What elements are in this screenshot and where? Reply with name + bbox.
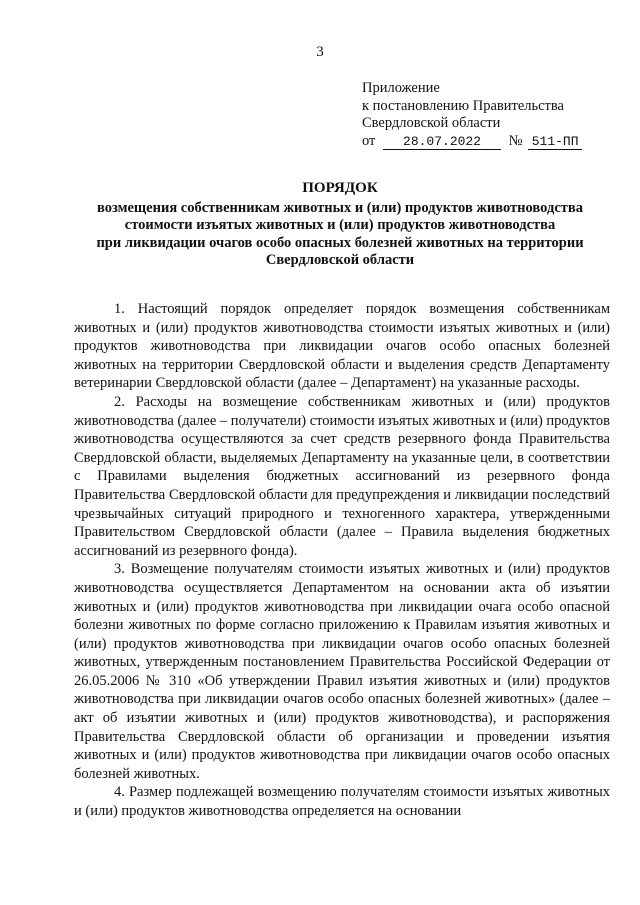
- paragraph-2: 2. Расходы на возмещение собственникам животных и (или) продуктов животноводства (далее – получатели) стоимости изъятых животных и (или) продуктов животноводства осуществляются за счет средств резервного фонда Правительства Свердловской области, выделяемых Департаменту на указанные цели, в соответствии с Правилами выделения бюджетных ассигнований из резервного фонда Правительства Свердловской области для предупреждения и ликвидации последствий чрезвычайных ситуаций природного и техногенного характера, утвержденными Правительством Свердловской области (далее – Правила выделения бюджетных ассигнований из резервного фонда).: [74, 393, 610, 559]
- resolution-date: 28.07.2022: [383, 135, 501, 150]
- title-line-4: Свердловской области: [265, 252, 415, 268]
- date-prefix: от: [362, 132, 376, 149]
- document-body: [74, 300, 610, 821]
- title-line-2: стоимости изъятых животных и (или) продуктов животноводства: [124, 217, 556, 233]
- appendix-label: Приложение: [362, 80, 440, 96]
- appendix-date-line: [362, 133, 612, 151]
- page-number: 3: [316, 44, 324, 60]
- document-title-block: [60, 180, 620, 270]
- document-title: ПОРЯДОК: [302, 180, 378, 196]
- number-prefix: №: [508, 132, 523, 149]
- appendix-block: [362, 80, 612, 150]
- appendix-region-line: Свердловской области: [362, 115, 501, 131]
- title-line-3: при ликвидации очагов особо опасных болезней животных на территории: [96, 234, 584, 251]
- appendix-resolution-line: к постановлению Правительства: [362, 97, 564, 114]
- resolution-number: 511-ПП: [528, 135, 582, 150]
- paragraph-3: 3. Возмещение получателям стоимости изъятых животных и (или) продуктов животноводства осуществляется Департаментом на основании акта об изъятии животных и (или) продуктов животноводства при ликвидации очага особо опасной болезни животных по форме согласно приложению к Правилам изъятия животных и (или) продуктов животноводства при ликвидации очагов особо опасных болезней животных, утвержденным постановлением Правительства Российской Федерации от 26.05.2006 № 310 «Об утверждении Правил изъятия животных и (или) продуктов животноводства при ликвидации очагов особо опасных болезней животных» (далее – акт об изъятии животных и (или) продуктов животноводства), и распоряжения Правительства Свердловской области об организации и проведении изъятия животных и (или) продуктов животноводства при ликвидации очагов особо опасных болезней животных.: [74, 561, 610, 782]
- title-line-1: возмещения собственникам животных и (или) продуктов животноводства: [97, 199, 583, 216]
- paragraph-4: 4. Размер подлежащей возмещению получателям стоимости изъятых животных и (или) продуктов животноводства определяется на основании: [74, 784, 610, 820]
- paragraph-1: 1. Настоящий порядок определяет порядок возмещения собственникам животных и (или) продуктов животноводства стоимости изъятых животных и (или) продуктов животноводства при ликвидации очагов особо опасных болезней животных на территории Свердловской области и выделения средств Департаменту ветеринарии Свердловской области (далее – Департамент) на указанные расходы.: [74, 301, 610, 392]
